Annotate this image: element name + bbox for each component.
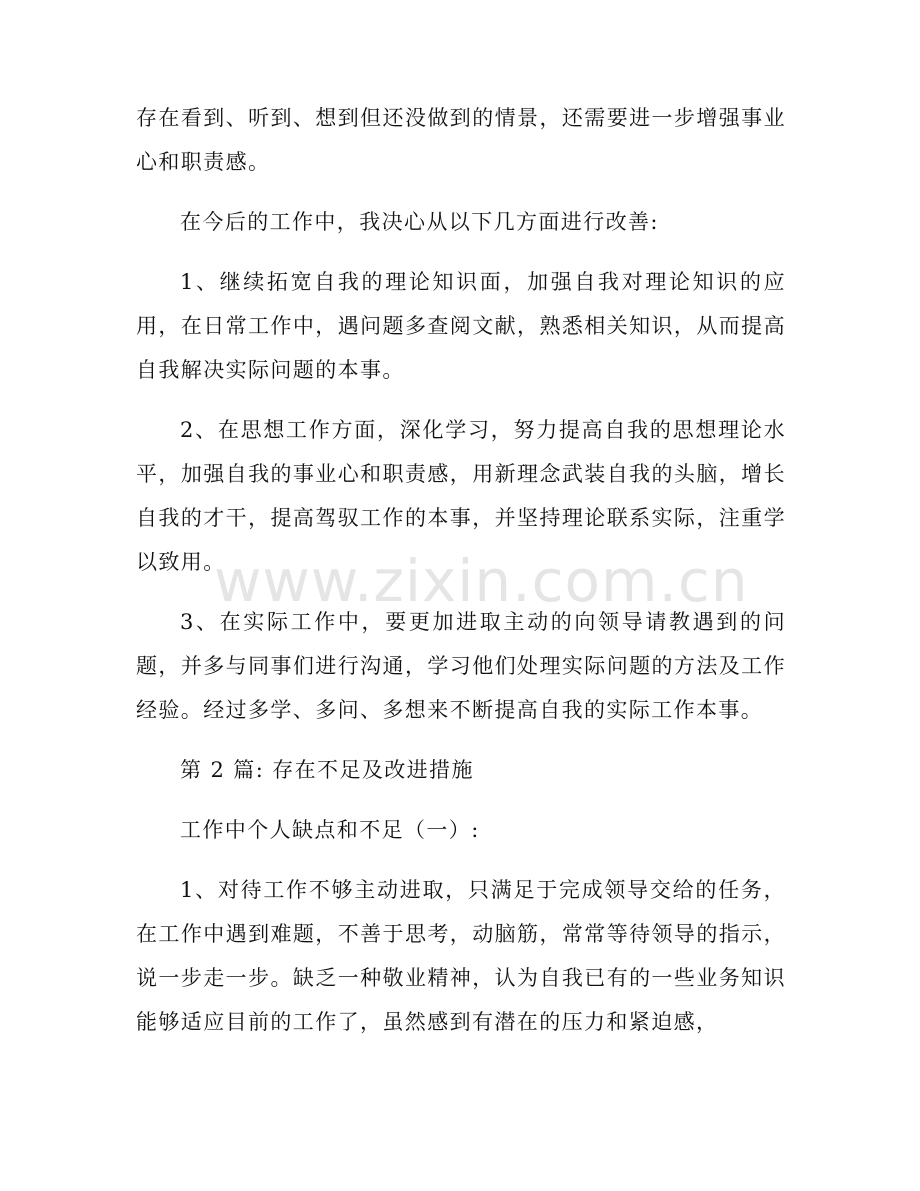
paragraph-item-2: 2、在思想工作方面，深化学习，努力提高自我的思想理论水平，加强自我的事业心和职责感，用新理念武装自我的头脑，增长自我的才干，提高驾驭工作的本事，并坚持理论联系实际，注重学以致用。: [136, 418, 786, 574]
watermark: www.zixin.com.cn: [214, 547, 749, 615]
paragraph-item-3: 3、在实际工作中，要更加进取主动的向领导请教遇到的问题，并多与同事们进行沟通，学习他们处理实际问题的方法及工作经验。经过多学、多问、多想来不断提高自我的实际工作本事。: [136, 610, 786, 722]
paragraph-item-1: 1、继续拓宽自我的理论知识面，加强自我对理论知识的应用，在日常工作中，遇问题多查阅文献，熟悉相关知识，从而提高自我解决实际问题的本事。: [136, 270, 786, 382]
paragraph-intro: 在今后的工作中，我决心从以下几方面进行改善:: [180, 210, 659, 234]
paragraph-continuation: 存在看到、听到、想到但还没做到的情景，还需要进一步增强事业心和职责感。: [136, 106, 786, 174]
subsection-heading: 工作中个人缺点和不足（一）:: [180, 818, 480, 842]
document-body: [136, 96, 786, 1060]
section-heading: 第 2 篇: 存在不足及改进措施: [180, 758, 474, 782]
paragraph-shortcoming-1: 1、对待工作不够主动进取，只满足于完成领导交给的任务，在工作中遇到难题，不善于思考，动脑筋，常常等待领导的指示，说一步走一步。缺乏一种敬业精神，认为自我已有的一些业务知识能够适应目前的工作了，虽然感到有潜在的压力和紧迫感，: [136, 878, 786, 1034]
